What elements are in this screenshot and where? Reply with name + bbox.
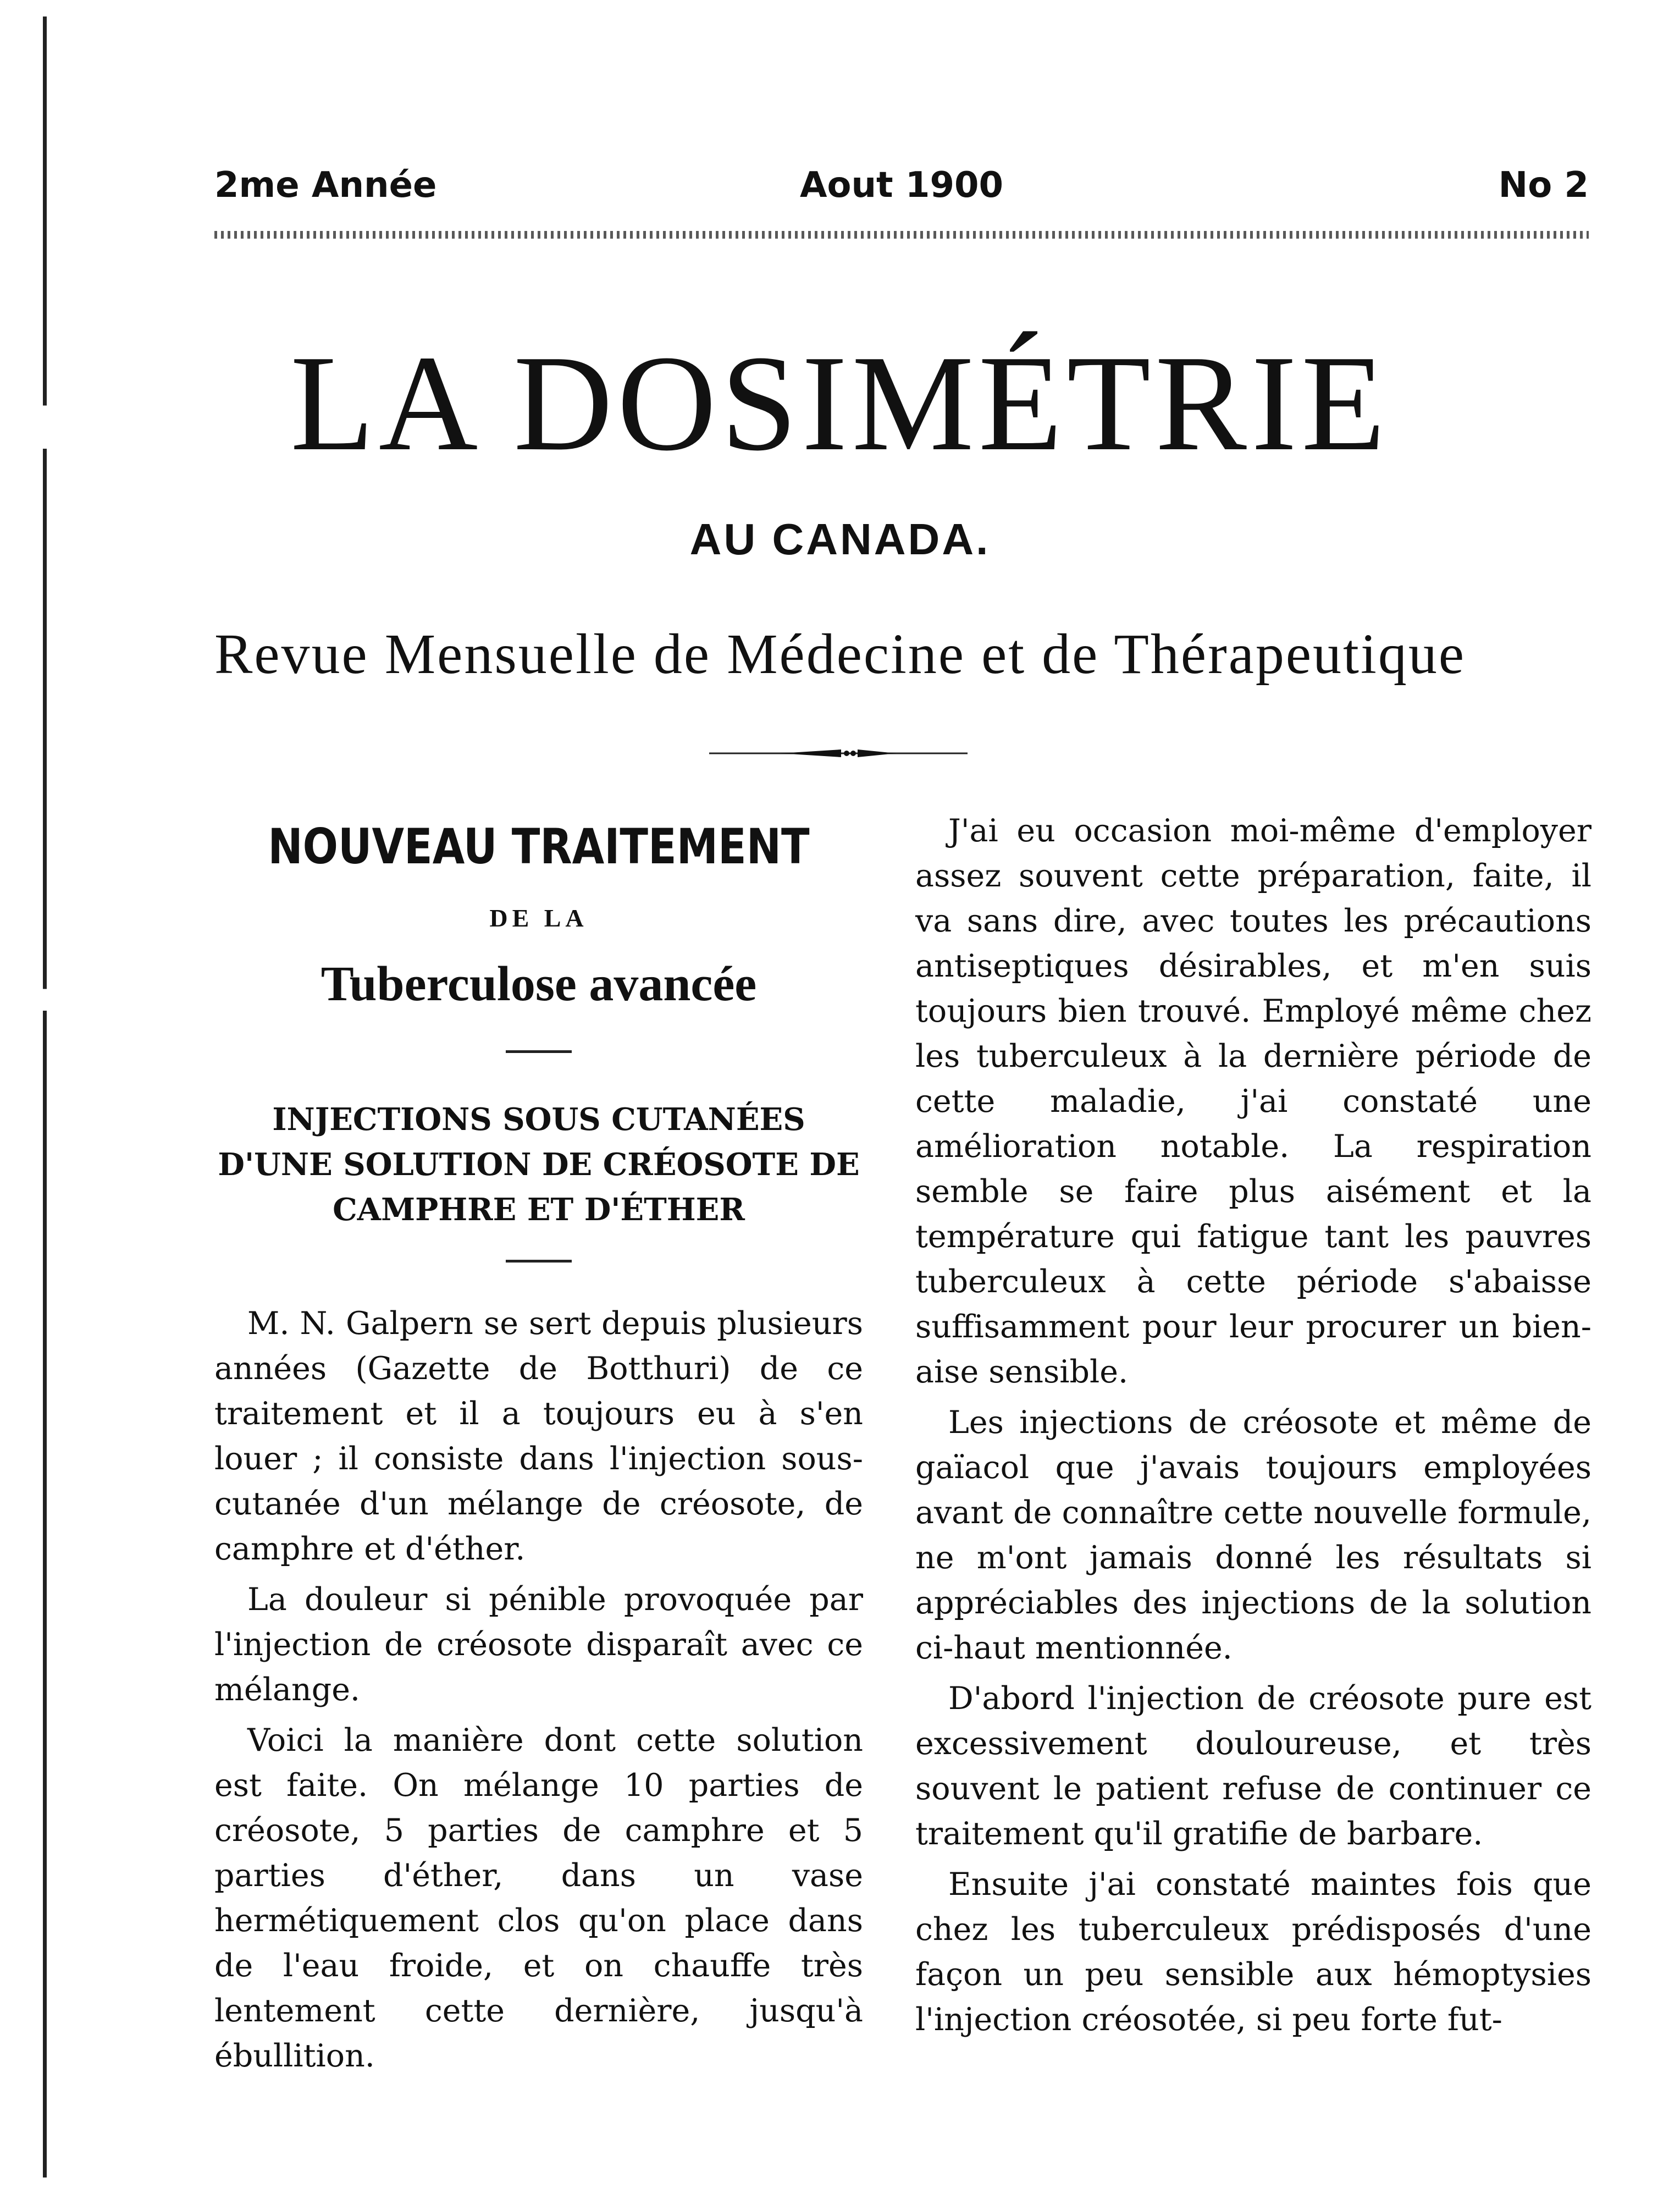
journal-subtitle: AU CANADA. [689, 515, 991, 564]
masthead [214, 159, 1589, 214]
edition-year: 2me Année [214, 165, 437, 206]
right-column-text [915, 808, 1591, 2042]
article-deck: INJECTIONS SOUS CUTANÉES D'UNE SOLUTION DE CRÉOSOTE DE CAMPHRE ET D'ÉTHER [218, 1101, 860, 1228]
section-rule [506, 1260, 572, 1263]
paragraph: La douleur si pénible provoquée par l'injection de créosote disparaît avec ce mélange. [214, 1581, 863, 1708]
left-column [214, 808, 863, 2084]
edition-date: Aout 1900 [799, 165, 1004, 206]
article-subject: Tuberculose avancée [320, 957, 757, 1011]
paragraph: Ensuite j'ai constaté maintes fois que chez les tuberculeux prédisposés d'une façon un peu sensible aux hémoptysies l'injection créosotée, si peu forte fut- [915, 1866, 1591, 2038]
paragraph: D'abord l'injection de créosote pure est excessivement douloureuse, et très souvent le patient refuse de continuer ce traitement qu'il gratifie de barbare. [915, 1680, 1591, 1852]
edition-number: No 2 [1498, 165, 1589, 206]
paragraph: M. N. Galpern se sert depuis plusieurs années (Gazette de Botthuri) de ce traitement et il a toujours eu à s'en louer ; il consiste dans l'injection sous-cutanée d'un mélange de créosote, de camphre et d'éther. [214, 1305, 863, 1567]
paragraph: Voici la manière dont cette solution est faite. On mélange 10 parties de créosote, 5 parties de camphre et 5 parties d'éther, dans un vase hermétiquement clos qu'on place dans de l'eau froide, et on chauffe très lentement cette dernière, jusqu'à ébullition. [214, 1722, 863, 2074]
left-column-text [214, 1301, 863, 2079]
journal-tagline: Revue Mensuelle de Médecine et de Thérapeutique [214, 622, 1466, 686]
right-column [915, 808, 1591, 2048]
masthead-ornament-rule [214, 231, 1589, 239]
article-connector: DE LA [489, 904, 588, 932]
section-rule [506, 1050, 572, 1053]
title-ornament [709, 748, 968, 759]
article-heading: NOUVEAU TRAITEMENT [268, 818, 810, 875]
paragraph: Les injections de créosote et même de gaïacol que j'avais toujours employées avant de connaître cette nouvelle formule, ne m'ont jamais donné les résultats si appréciables des injections de la solution ci-haut mentionnée. [915, 1404, 1591, 1666]
journal-title: LA DOSIMÉTRIE [290, 327, 1390, 479]
paragraph: J'ai eu occasion moi-même d'employer assez souvent cette préparation, faite, il va sans dire, avec toutes les précautions antiseptiques désirables, et m'en suis toujours bien trouvé. Employé même chez les tuberculeux à la dernière période de cette maladie, j'ai constaté une amélioration notable. La respiration semble se faire plus aisément et la température qui fatigue tant les pauvres tuberculeux à cette période s'abaisse suffisamment pour leur procurer un bien-aise sensible. [915, 813, 1591, 1390]
